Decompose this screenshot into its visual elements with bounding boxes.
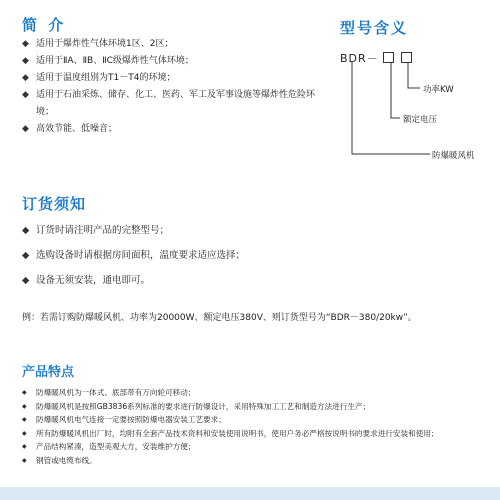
features-title: 产品特点 <box>22 365 75 380</box>
list-item: ◆ 钢管或电缆布线。 <box>22 454 492 468</box>
model-connector-lines <box>340 62 500 162</box>
list-item: ◆ 产品结构紧凑，造型美观大方，安装维护方便； <box>22 440 492 454</box>
model-label-power: 功率KW <box>423 85 454 95</box>
list-item: ◆ 所有防爆暖风机出厂时，均附有全套产品技术资料和安装使用说明书，使用户务必严格按说明书的要求进行安装和使用； <box>22 427 492 441</box>
order-list <box>22 218 462 293</box>
model-label-product: 防爆暖风机 <box>432 151 475 161</box>
list-item: ◆ 高效节能、低噪音； <box>22 121 322 138</box>
list-item: ◆ 适用于温度组别为T1－T4的环境； <box>22 70 322 87</box>
list-item: ◆ 适用于ⅡA、ⅡB、ⅡC级爆炸性气体环境； <box>22 53 322 70</box>
footer-band <box>0 487 500 500</box>
model-code-prefix: BDR－ <box>340 52 379 65</box>
list-item: ◆ 适用于爆炸性气体环境1区、2区； <box>22 36 322 53</box>
model-label-voltage: 额定电压 <box>403 115 438 125</box>
list-item: ◆ 选购设备时请根据房间面积，温度要求适应选择； <box>22 243 462 268</box>
features-list <box>22 386 492 468</box>
list-item: ◆ 防爆暖风机是按照GB3836系列标准的要求进行防爆设计，采用特殊加工工艺和制造方法进行生产； <box>22 400 492 414</box>
model-title: 型号含义 <box>340 19 409 37</box>
list-item: ◆ 订货时请注明产品的完整型号； <box>22 218 462 243</box>
order-example: 例：若需订购防爆暖风机、功率为20000W、额定电压380V、则订货型号为“BDR－380/20kw”。 <box>22 313 417 323</box>
intro-list <box>22 36 322 138</box>
list-item: ◆ 设备无须安装，通电即可。 <box>22 268 462 293</box>
order-title: 订货须知 <box>22 195 87 213</box>
list-item: ◆ 防爆暖风机为一体式、底部带有万向轮可移动； <box>22 386 492 400</box>
list-item: ◆ 防爆暖风机电气连接一定要按照防爆电器安装工艺要求； <box>22 413 492 427</box>
list-item: ◆ 适用于石油采炼、储存、化工、医药、军工及军事设施等爆炸性危险环境； <box>22 87 322 121</box>
intro-title: 简 介 <box>22 16 67 34</box>
